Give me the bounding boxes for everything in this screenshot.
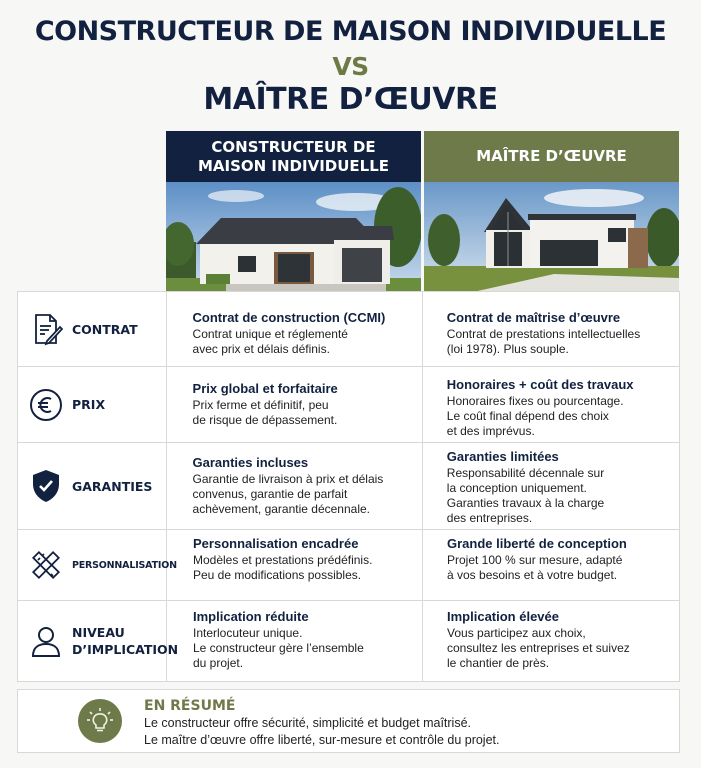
cell-title: Implication élevée [447,609,559,624]
summary-line-2: Le maître d’œuvre offre liberté, sur-mesure et contrôle du projet. [144,733,500,747]
cell-text: Contrat de prestations intellectuelles (loi 1978). Plus souple. [446,327,641,356]
row-label-garanties [18,443,167,529]
ruler-pencil-icon [28,547,64,583]
summary-line-1: Le constructeur offre sécurité, simplicité et budget maîtrisé. [144,716,472,730]
column-header-constructeur-line1: CONSTRUCTEUR DE [211,137,376,156]
cell-text: Contrat unique et réglementé avec prix et délais définis. [192,327,348,356]
table-row-implication [18,600,679,681]
cell-maitre-oeuvre-implication [423,601,679,681]
row-label-contrat [18,292,167,366]
row-label-personnalisation [18,530,177,600]
summary-box [17,689,680,753]
cell-maitre-oeuvre-prix [423,367,679,442]
cell-text: Interlocuteur unique. Le constructeur gère l’ensemble du projet. [193,626,364,670]
page-title-line2: MAÎTRE D’ŒUVRE [203,82,498,117]
table-row-contrat [18,292,679,366]
cell-text: Prix ferme et définitif, peu de risque de dépassement. [192,398,338,427]
cell-title: Implication réduite [193,609,309,624]
row-label-text: NIVEAU D’IMPLICATION [72,625,179,657]
cell-maitre-oeuvre-personnalisation [423,530,679,600]
cell-text: Projet 100 % sur mesure, adapté à vos besoins et à votre budget. [447,553,623,582]
column-header-constructeur-line2: MAISON INDIVIDUELLE [197,156,390,175]
cell-constructeur-contrat [167,292,423,366]
cell-title: Grande liberté de conception [447,536,627,551]
cell-title: Contrat de construction (CCMI) [192,310,386,325]
page-title-line1: CONSTRUCTEUR DE MAISON INDIVIDUELLE [34,16,667,47]
cell-constructeur-prix [167,367,423,442]
row-label-text: PERSONNALISATION [72,559,177,571]
versus-label: VS [332,52,369,81]
table-row-prix [18,366,679,442]
cell-title: Personnalisation encadrée [193,536,359,551]
cell-title: Contrat de maîtrise d’œuvre [446,310,621,325]
cell-title: Honoraires + coût des travaux [446,377,634,392]
cell-title: Garanties incluses [192,455,309,470]
user-icon [28,623,64,659]
cell-text: Garantie de livraison à prix et délais convenus, garantie de parfait achèvement, garantie décennale. [192,472,384,516]
constructeur-house-image [166,182,421,298]
row-label-implication [18,601,179,681]
column-header-constructeur [166,131,421,182]
cell-maitre-oeuvre-contrat [423,292,679,366]
cell-text: Modèles et prestations prédéfinis. Peu de modifications possibles. [193,553,373,582]
row-label-text: CONTRAT [72,321,138,337]
euro-icon [28,387,64,423]
table-row-garanties [18,442,679,529]
contract-icon [28,311,64,347]
cell-text: Responsabilité décennale sur la conception uniquement. Garanties travaux à la charge des entreprises. [446,466,605,525]
column-header-maitre-oeuvre: MAÎTRE D’ŒUVRE [424,131,679,182]
row-label-text: PRIX [72,397,106,412]
cell-constructeur-garanties [167,443,423,529]
table-row-personnalisation [18,529,679,600]
cell-constructeur-personnalisation [167,530,423,600]
row-label-prix [18,367,167,442]
summary-title: EN RÉSUMÉ [144,698,236,714]
cell-text: Vous participez aux choix, consultez les entreprises et suivez le chantier de près. [447,626,630,670]
comparison-table [17,291,680,682]
lightbulb-icon [78,699,122,743]
cell-title: Garanties limitées [446,449,559,464]
cell-constructeur-implication [167,601,423,681]
cell-text: Honoraires fixes ou pourcentage. Le coût final dépend des choix et des imprévus. [446,394,624,438]
shield-check-icon [28,468,64,504]
cell-maitre-oeuvre-garanties [423,443,679,529]
maitre-oeuvre-house-image [424,182,679,298]
row-label-text: GARANTIES [72,478,153,494]
cell-title: Prix global et forfaitaire [192,381,338,396]
